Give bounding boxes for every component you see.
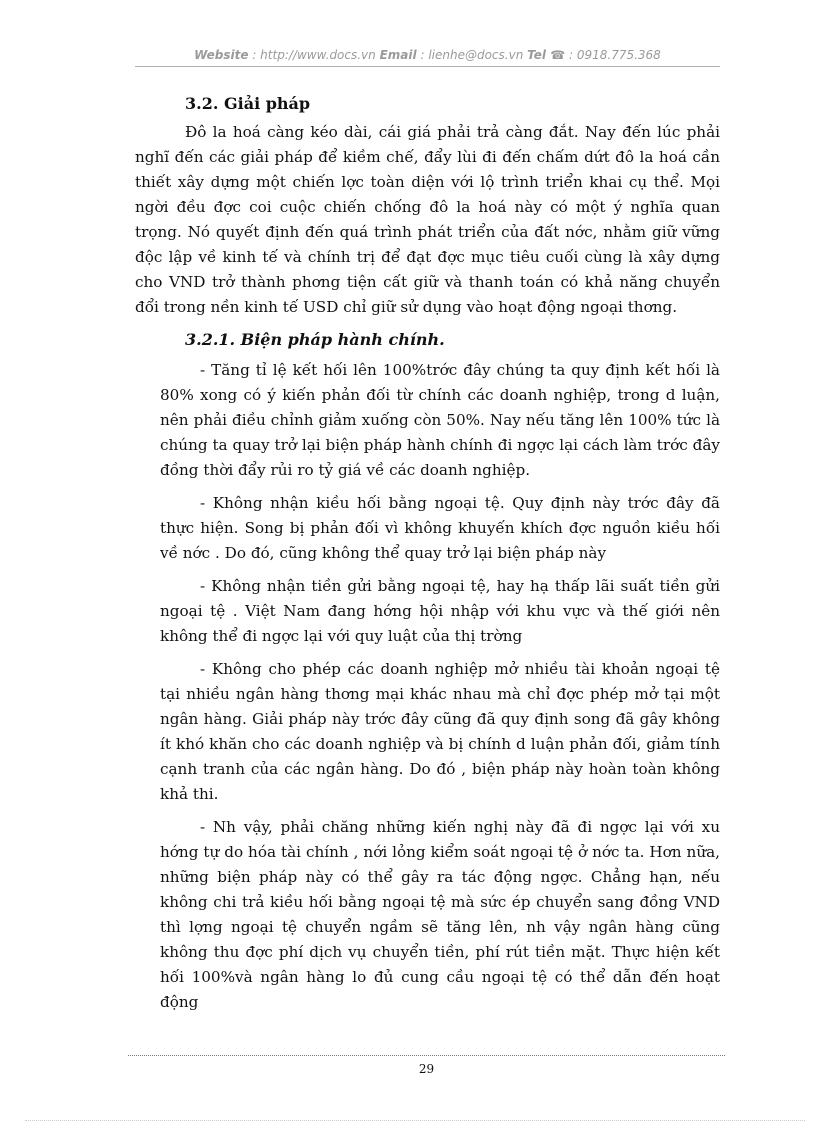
intro-paragraph: Đô la hoá càng kéo dài, cái giá phải trả càng đắt. Nay đến lúc phải nghĩ đến các giải pháp để kiềm chế, đẩy lùi đi đến chấm dứt đô la hoá cần thiết xây dựng một chiến lợc toàn diện với lộ trình triển khai cụ thể. Mọi ngời đều đợc coi cuộc chiến chống đô la hoá này có một ý nghĩa quan trọng. Nó quyết định đến quá trình phát triển của đất nớc, nhằm giữ vững độc lập về kinh tế và chính trị để đạt đợc mục tiêu cuối cùng là xây dựng cho VND trở thành phơng tiện cất giữ và thanh toán có khả năng chuyển đổi trong nền kinh tế USD chỉ giữ sử dụng vào hoạt động ngoại thơng. (135, 123, 720, 316)
page-body (135, 88, 720, 1023)
page-bottom-border (25, 1120, 805, 1121)
tel-label: Tel ☎ (527, 48, 566, 62)
email-address: : lienhe@docs.vn (420, 48, 524, 62)
page-number: 29 (418, 1062, 435, 1076)
measure-item-2: - Không nhận kiều hối bằng ngoại tệ. Quy định này trớc đây đã thực hiện. Song bị phản đối vì không khuyến khích đợc nguồn kiều hối về nớc . Do đó, cũng không thể quay trở lại biện pháp này (160, 494, 720, 562)
website-label: Website (194, 48, 249, 62)
measure-item-5: - Nh vậy, phải chăng những kiến nghị này đã đi ngợc lại với xu hớng tự do hóa tài chính , nới lỏng kiểm soát ngoại tệ ở nớc ta. Hơn nữa, những biện pháp này có thể gây ra tác động ngợc. Chẳng hạn, nếu không chi trả kiều hối bằng ngoại tệ mà sức ép chuyển sang đồng VND thì lợng ngoại tệ chuyển ngầm sẽ tăng lên, nh vậy ngân hàng cũng không thu đợc phí dịch vụ chuyển tiền, phí rút tiền mặt. Thực hiện kết hối 100%và ngân hàng lo đủ cung cầu ngoại tệ có thể dẫn đến hoạt động (160, 818, 720, 1011)
footer-divider (128, 1055, 725, 1056)
email-label: Email (379, 48, 417, 62)
section-heading: 3.2. Giải pháp (185, 94, 311, 113)
page-header (135, 48, 720, 62)
tel-number: : 0918.775.368 (568, 48, 661, 62)
website-url: : http://www.docs.vn (252, 48, 376, 62)
header-divider (135, 66, 720, 67)
measure-item-4: - Không cho phép các doanh nghiệp mở nhiều tài khoản ngoại tệ tại nhiều ngân hàng thơng mại khác nhau mà chỉ đợc phép mở tại một ngân hàng. Giải pháp này trớc đây cũng đã quy định song đã gây không ít khó khăn cho các doanh nghiệp và bị chính d luận phản đối, giảm tính cạnh tranh của các ngân hàng. Do đó , biện pháp này hoàn toàn không khả thi. (160, 660, 720, 803)
subsection-heading: 3.2.1. Biện pháp hành chính. (185, 330, 445, 349)
measure-item-3: - Không nhận tiền gửi bằng ngoại tệ, hay hạ thấp lãi suất tiền gửi ngoại tệ . Việt Nam đang hớng hội nhập với khu vực và thế giới nên không thể đi ngợc lại với quy luật của thị trờng (160, 577, 720, 645)
measure-item-1: - Tăng tỉ lệ kết hối lên 100%trớc đây chúng ta quy định kết hối là 80% xong có ý kiến phản đối từ chính các doanh nghiệp, trong d luận, nên phải điều chỉnh giảm xuống còn 50%. Nay nếu tăng lên 100% tức là chúng ta quay trở lại biện pháp hành chính đi ngợc lại cách làm trớc đây đồng thời đẩy rủi ro tỷ giá về các doanh nghiệp. (160, 361, 720, 479)
